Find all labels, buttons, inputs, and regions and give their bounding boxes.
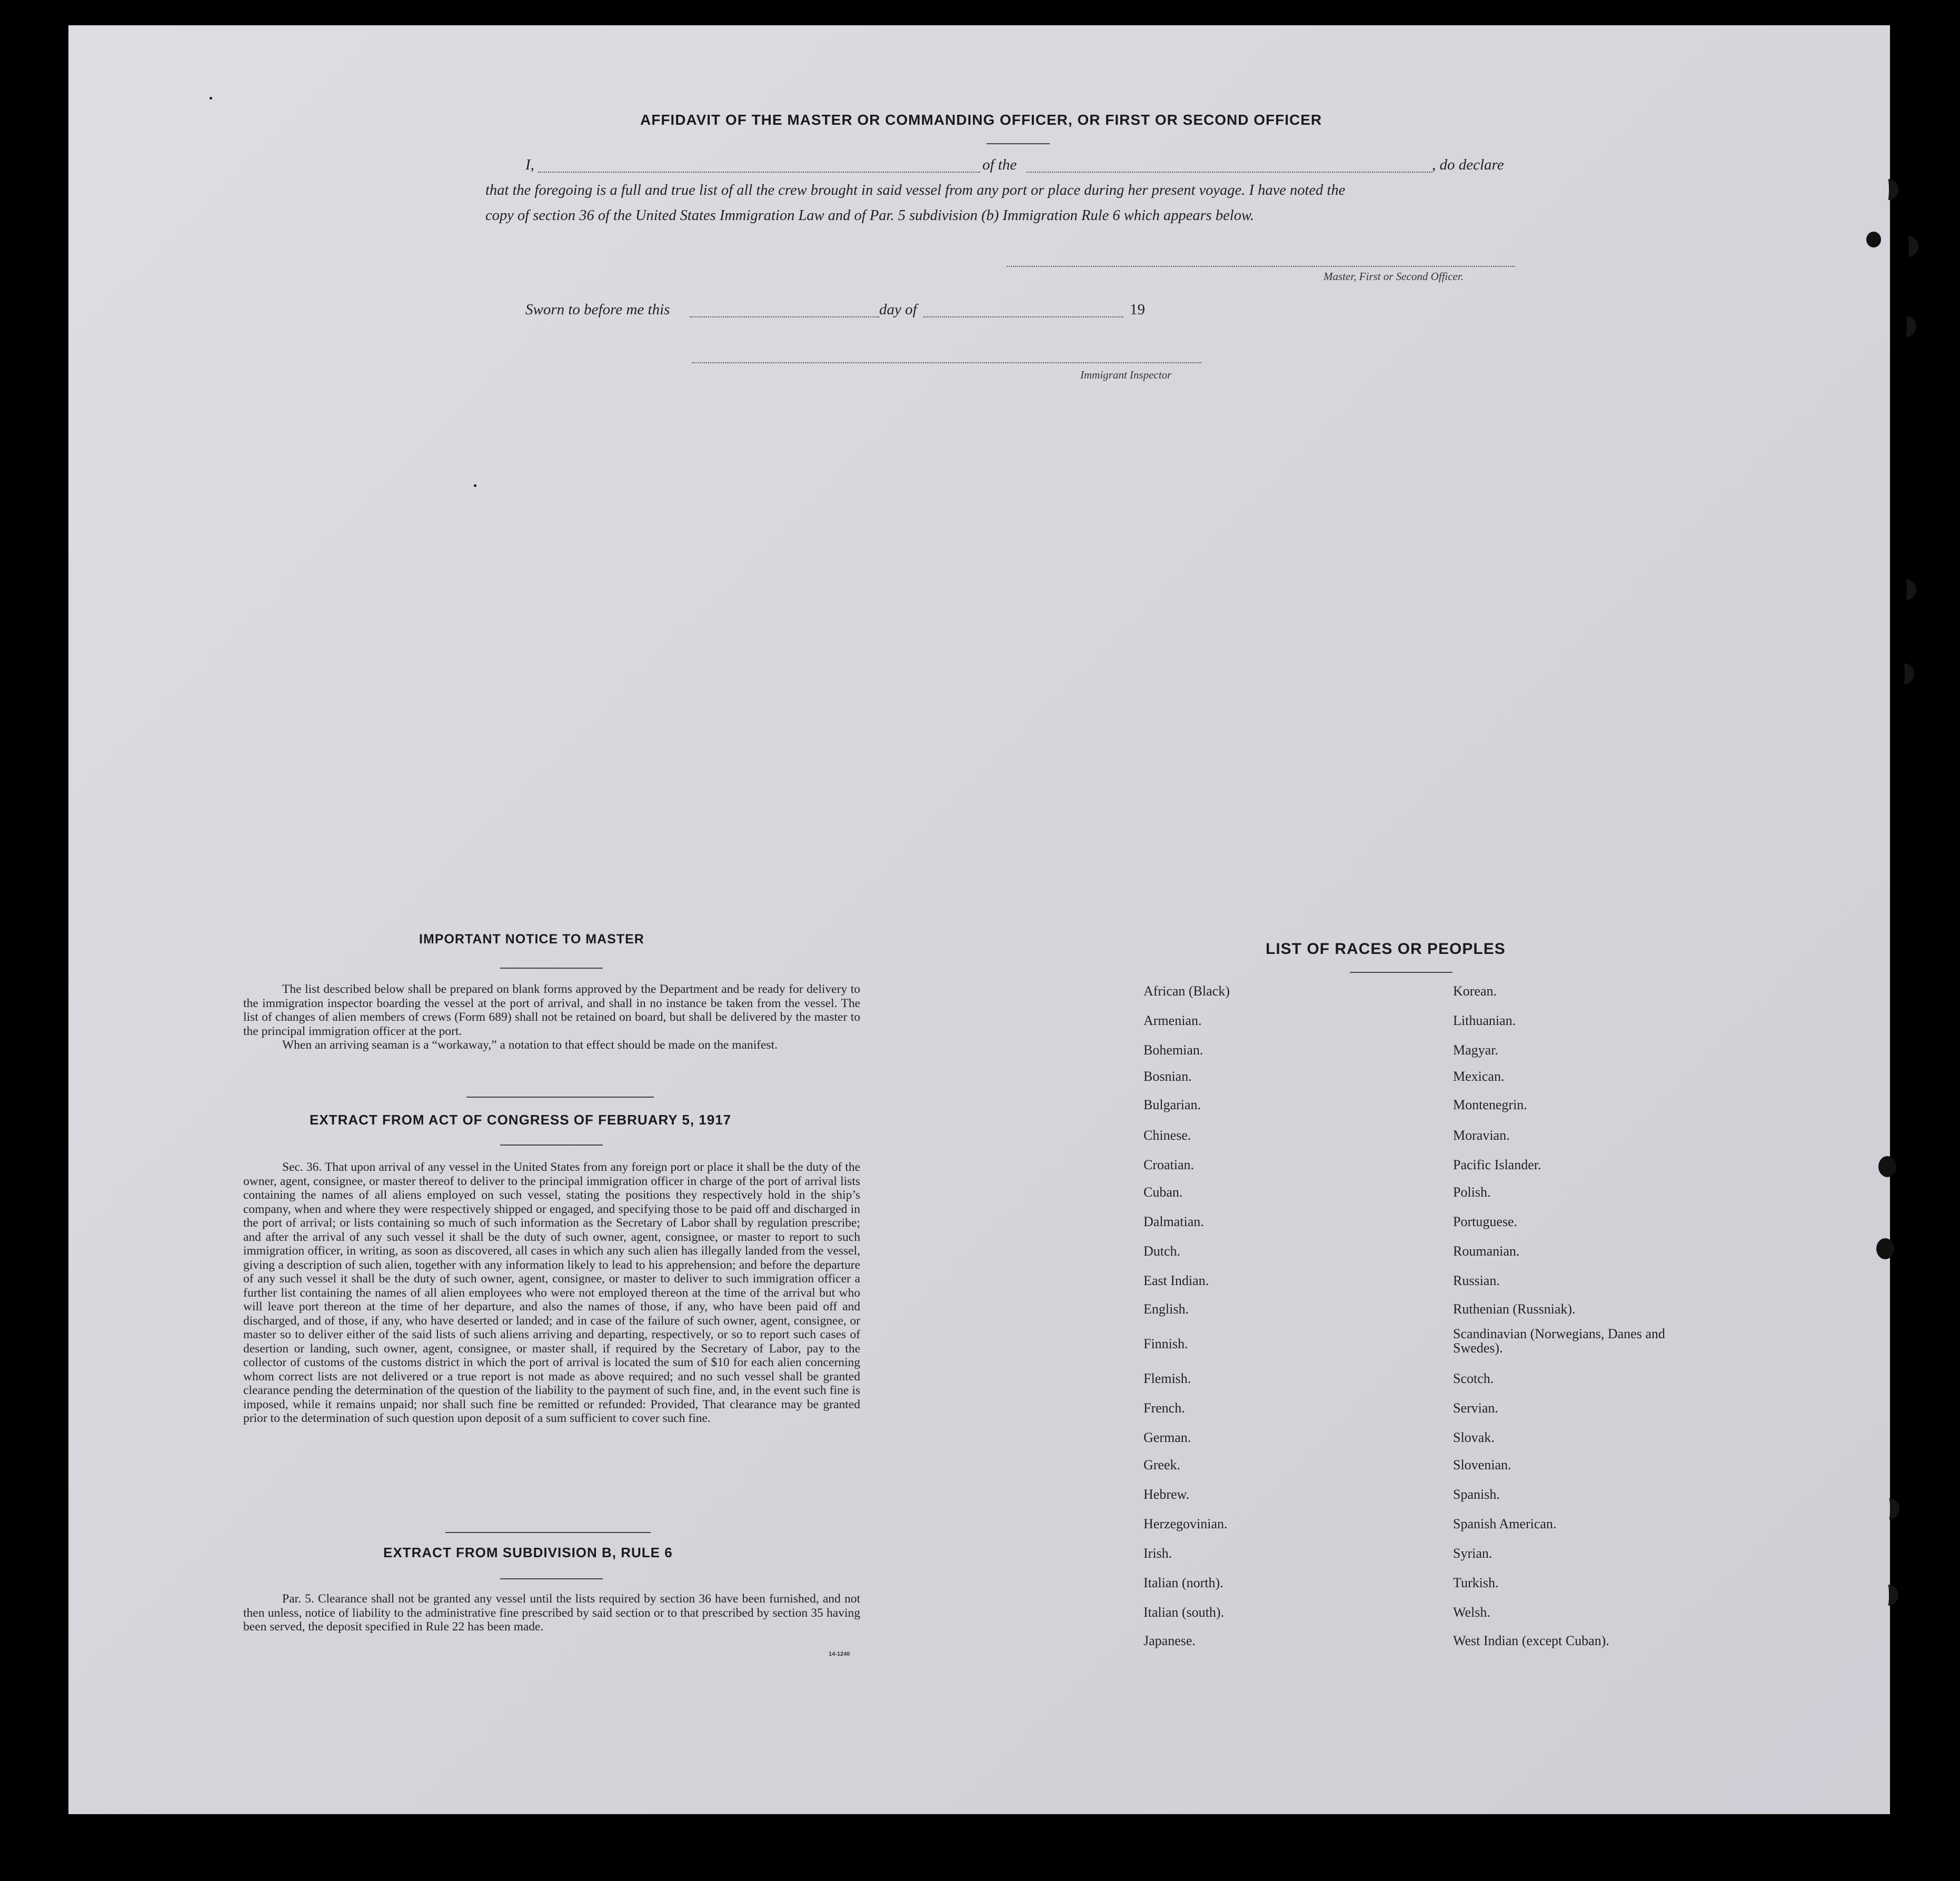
affidavit-line-2: that the foregoing is a full and true list of all the crew brought in said vessel from any port or place during her present voyage. I have noted the: [485, 182, 1346, 198]
race-item: Italian (south).: [1143, 1605, 1225, 1620]
master-signature-blank[interactable]: [1007, 266, 1515, 267]
race-item: Scandinavian (Norwegians, Danes and Swedes).: [1453, 1326, 1665, 1356]
race-item: Turkish.: [1453, 1575, 1499, 1590]
speck: [210, 97, 212, 99]
punch-hole: [1876, 1238, 1894, 1259]
race-item: Polish.: [1453, 1185, 1491, 1200]
race-item: Dutch.: [1143, 1243, 1181, 1259]
race-item: Hebrew.: [1143, 1487, 1190, 1502]
divider: [500, 968, 603, 969]
race-item: East Indian.: [1143, 1273, 1209, 1288]
rule-text: [243, 1592, 860, 1634]
punch-hole: [1878, 1498, 1899, 1519]
race-item: Lithuanian.: [1453, 1013, 1516, 1028]
divider: [500, 1144, 603, 1146]
race-item: Servian.: [1453, 1400, 1498, 1416]
name-blank[interactable]: [538, 172, 980, 173]
divider: [445, 1532, 651, 1533]
race-item: Portuguese.: [1453, 1214, 1518, 1229]
race-item: Bulgarian.: [1143, 1097, 1201, 1112]
race-item: Herzegovinian.: [1143, 1516, 1228, 1531]
race-item: West Indian (except Cuban).: [1453, 1633, 1609, 1648]
year-label: 19: [1130, 301, 1145, 318]
divider: [987, 143, 1050, 144]
punch-hole: [1877, 179, 1898, 200]
divider: [1350, 972, 1452, 973]
affidavit-title: AFFIDAVIT OF THE MASTER OR COMMANDING OFFICER, OR FIRST OR SECOND OFFICER: [640, 112, 1322, 128]
race-item: Croatian.: [1143, 1157, 1195, 1172]
race-item: Irish.: [1143, 1546, 1172, 1561]
notice-title: IMPORTANT NOTICE TO MASTER: [419, 932, 644, 947]
sworn-day-blank[interactable]: [690, 316, 879, 317]
races-title: LIST OF RACES OR PEOPLES: [1266, 940, 1506, 958]
punch-hole: [1895, 316, 1916, 337]
day-of-label: day of: [879, 301, 917, 318]
act-text: [243, 1160, 860, 1426]
race-item: French.: [1143, 1400, 1185, 1416]
race-item: Ruthenian (Russniak).: [1453, 1301, 1576, 1317]
race-item: Armenian.: [1143, 1013, 1202, 1028]
punch-hole: [1866, 232, 1881, 247]
rule-title: EXTRACT FROM SUBDIVISION B, RULE 6: [383, 1545, 673, 1560]
race-item: Welsh.: [1453, 1605, 1490, 1620]
race-item: Spanish American.: [1453, 1516, 1557, 1531]
vessel-blank[interactable]: [1027, 172, 1432, 173]
divider: [500, 1578, 603, 1579]
race-item: Cuban.: [1143, 1185, 1183, 1200]
inspector-caption: Immigrant Inspector: [1080, 369, 1172, 381]
race-item: Korean.: [1453, 983, 1497, 999]
master-signature-caption: Master, First or Second Officer.: [1324, 270, 1464, 283]
act-title: EXTRACT FROM ACT OF CONGRESS OF FEBRUARY 5, 1917: [310, 1112, 732, 1128]
race-item: Finnish.: [1143, 1336, 1188, 1351]
race-item: Montenegrin.: [1453, 1097, 1527, 1112]
race-item: Syrian.: [1453, 1546, 1493, 1561]
notice-text: [243, 982, 860, 1052]
punch-hole: [1877, 1585, 1898, 1606]
race-item: African (Black): [1143, 983, 1230, 999]
affidavit-i-label: I,: [525, 156, 534, 173]
race-item: English.: [1143, 1301, 1189, 1317]
affidavit-of-the-label: of the: [982, 156, 1017, 173]
race-item: Slovenian.: [1453, 1457, 1511, 1472]
notice-paragraph-2: When an arriving seaman is a “workaway,” a notation to that effect should be made on the manifest.: [282, 1038, 778, 1052]
race-item: Greek.: [1143, 1457, 1181, 1472]
race-item: Moravian.: [1453, 1128, 1510, 1143]
divider: [466, 1097, 654, 1098]
race-item: Chinese.: [1143, 1128, 1191, 1143]
punch-hole: [1878, 1156, 1896, 1177]
race-item: Japanese.: [1143, 1633, 1196, 1648]
sworn-month-blank[interactable]: [923, 316, 1123, 317]
race-item: Dalmatian.: [1143, 1214, 1204, 1229]
affidavit-line-3: copy of section 36 of the United States Immigration Law and of Par. 5 subdivision (b) Immigration Rule 6 which appears below.: [485, 207, 1254, 224]
form-number: 14-1240: [829, 1651, 850, 1657]
race-item: Flemish.: [1143, 1371, 1191, 1386]
inspector-signature-blank[interactable]: [692, 362, 1201, 363]
rule-par-5: Par. 5. Clearance shall not be granted any vessel until the lists required by section 36 have been furnished, and not then unless, notice of liability to the administrative fine prescribed by said section or to that prescribed by section 35 having been served, the deposit specified in Rule 22 has been made.: [243, 1592, 860, 1634]
race-item: Pacific Islander.: [1453, 1157, 1541, 1172]
race-item: Bosnian.: [1143, 1069, 1192, 1084]
punch-hole: [1893, 663, 1914, 684]
race-item: German.: [1143, 1430, 1191, 1445]
affidavit-do-declare: , do declare: [1432, 156, 1504, 173]
race-item: Bohemian.: [1143, 1042, 1203, 1058]
notice-paragraph-1: The list described below shall be prepared on blank forms approved by the Department and be ready for delivery to the immigration inspector boarding the vessel at the port of arrival, and shall in no instance be taken from the vessel. The list of changes of alien members of crews (Form 689) shall not be retained on board, but shall be delivered by the master to the principal immigration officer at the port.: [243, 982, 860, 1038]
punch-hole: [1895, 579, 1916, 600]
document-page: [68, 25, 1890, 1814]
act-section-36: Sec. 36. That upon arrival of any vessel in the United States from any foreign port or place it shall be the duty of the owner, agent, consignee, or master thereof to deliver to the principal immigration officer in charge of the port of arrival lists containing the names of all aliens employed on such vessel, stating the positions they respectively hold in the ship’s company, when and where they were respectively shipped or engaged, and specifying those to be paid off and discharged in the port of arrival; or lists containing so much of such information as the Secretary of Labor shall by regulation prescribe; and after the arrival of any such vessel it shall be the duty of such owner, agent, consignee, or master to report to such immigration officer, in writing, as soon as discovered, all cases in which any such alien has illegally landed from the vessel, giving a description of such alien, together with any information likely to lead to his apprehension; and before the departure of any such vessel it shall be the duty of such owner, agent, consignee, or master to deliver to such immigration officer a further list containing the names of all alien employees who were not employed thereon at the time of the arrival but who will leave port thereon at the time of her departure, and also the names of those, if any, who have been paid off and discharged, and of those, if any, who have deserted or landed; and in case of the failure of such owner, agent, consignee, or master so to deliver either of the said lists of such aliens arriving and departing, respectively, or so to report such cases of desertion or landing, such owner, agent, consignee, or master shall, if required by the Secretary of Labor, pay to the collector of customs of the customs district in which the port of arrival is located the sum of $10 for each alien concerning whom correct lists are not delivered or a true report is not made as above required; and no such vessel shall be granted clearance pending the determination of the question of the liability to the payment of such fine, and, in the event such fine is imposed, while it remains unpaid; nor shall such fine be remitted or refunded: Provided, That clearance may be granted prior to the determination of such question upon deposit of a sum sufficient to cover such fine.: [243, 1160, 860, 1425]
race-item: Magyar.: [1453, 1042, 1498, 1058]
punch-hole: [1897, 236, 1918, 257]
sworn-label: Sworn to before me this: [525, 301, 670, 318]
race-item: Mexican.: [1453, 1069, 1505, 1084]
race-item: Scotch.: [1453, 1371, 1494, 1386]
race-item: Spanish.: [1453, 1487, 1500, 1502]
race-item: Roumanian.: [1453, 1243, 1520, 1259]
race-item: Italian (north).: [1143, 1575, 1223, 1590]
speck: [474, 484, 476, 487]
race-item: Slovak.: [1453, 1430, 1495, 1445]
race-item: Russian.: [1453, 1273, 1500, 1288]
